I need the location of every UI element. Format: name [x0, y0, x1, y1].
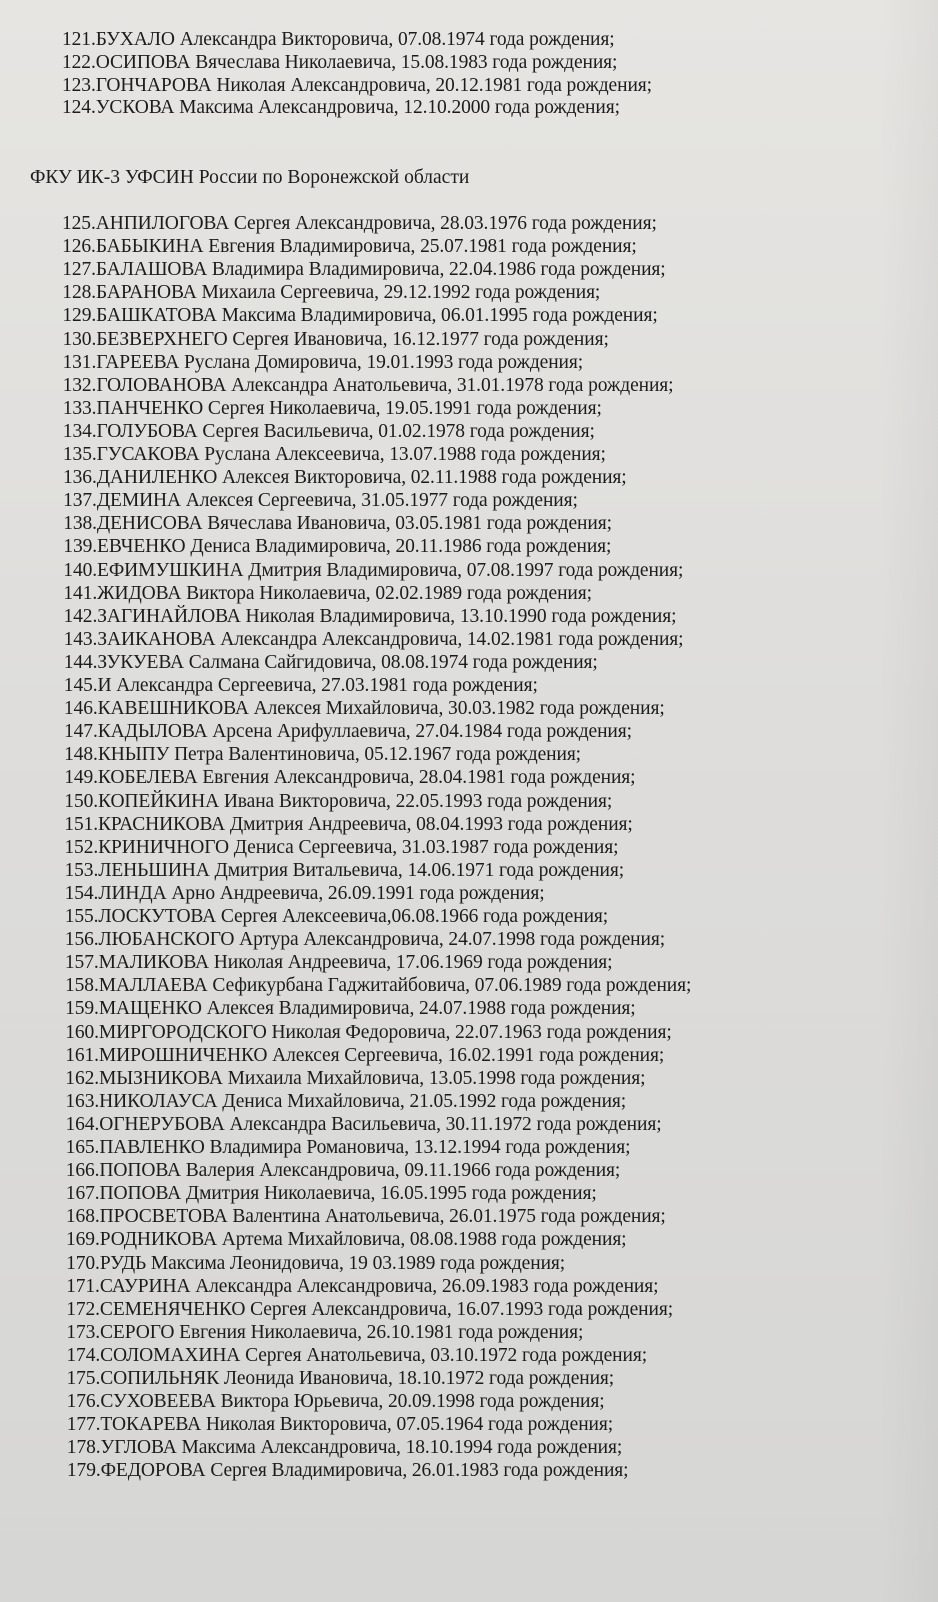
list-item: 137.ДЕМИНА Алексея Сергеевича, 31.05.1977 года рождения;: [63, 490, 578, 512]
list-item: 158.МАЛЛАЕВА Сефикурбана Гаджитайбовича, 07.06.1989 года рождения;: [65, 975, 692, 997]
list-item: 142.ЗАГИНАЙЛОВА Николая Владимировича, 13.10.1990 года рождения;: [63, 605, 677, 627]
list-item: 123.ГОНЧАРОВА Николая Александровича, 20.12.1981 года рождения;: [62, 74, 652, 96]
list-item: 178.УГЛОВА Максима Александровича, 18.10.1994 года рождения;: [66, 1437, 623, 1459]
section-heading: ФКУ ИК-3 УФСИН России по Воронежской области: [30, 167, 470, 188]
list-item: 136.ДАНИЛЕНКО Алексея Викторовича, 02.11.1988 года рождения;: [63, 467, 627, 489]
list-item: 134.ГОЛУБОВА Сергея Васильевича, 01.02.1978 года рождения;: [62, 420, 595, 442]
list-item: 135.ГУСАКОВА Руслана Алексеевича, 13.07.1988 года рождения;: [62, 444, 606, 465]
list-item: 125.АНПИЛОГОВА Сергея Александровича, 28.03.1976 года рождения;: [62, 213, 657, 234]
list-item: 163.НИКОЛАУСА Дениса Михайловича, 21.05.1992 года рождения;: [65, 1090, 627, 1112]
list-item: 167.ПОПОВА Дмитрия Николаевича, 16.05.1995 года рождения;: [65, 1183, 597, 1205]
list-item: 133.ПАНЧЕНКО Сергея Николаевича, 19.05.1991 года рождения;: [62, 397, 602, 419]
list-item: 170.РУДЬ Максима Леонидовича, 19 03.1989 года рождения;: [66, 1252, 566, 1274]
list-item: 164.ОГНЕРУБОВА Александра Васильевича, 30.11.1972 года рождения;: [65, 1113, 662, 1135]
list-item: 128.БАРАНОВА Михаила Сергеевича, 29.12.1992 года рождения;: [62, 282, 601, 304]
list-item: 172.СЕМЕНЯЧЕНКО Сергея Александровича, 16.07.1993 года рождения;: [66, 1298, 674, 1320]
list-item: 139.ЕВЧЕНКО Дениса Владимировича, 20.11.1986 года рождения;: [63, 536, 612, 558]
list-item: 161.МИРОШНИЧЕНКО Алексея Сергеевича, 16.02.1991 года рождения;: [65, 1044, 665, 1066]
list-item: 155.ЛОСКУТОВА Сергея Алексеевича,06.08.1966 года рождения;: [64, 906, 609, 927]
list-item: 149.КОБЕЛЕВА Евгения Александровича, 28.04.1981 года рождения;: [64, 767, 636, 789]
list-item: 140.ЕФИМУШКИНА Дмитрия Владимировича, 07.08.1997 года рождения;: [63, 559, 684, 581]
list-item: 160.МИРГОРОДСКОГО Николая Федоровича, 22.07.1963 года рождения;: [65, 1021, 672, 1043]
list-item: 179.ФЕДОРОВА Сергея Владимировича, 26.01.1983 года рождения;: [66, 1460, 629, 1482]
list-item: 127.БАЛАШОВА Владимира Владимировича, 22.04.1986 года рождения;: [62, 259, 666, 281]
list-item: 171.САУРИНА Александра Александровича, 26.09.1983 года рождения;: [66, 1275, 659, 1297]
list-item: 148.КНЫПУ Петра Валентиновича, 05.12.1967 года рождения;: [64, 744, 582, 766]
list-item: 126.БАБЫКИНА Евгения Владимировича, 25.07.1981 года рождения;: [62, 236, 637, 258]
list-item: 150.КОПЕЙКИНА Ивана Викторовича, 22.05.1993 года рождения;: [64, 790, 613, 812]
list-item: 138.ДЕНИСОВА Вячеслава Ивановича, 03.05.1981 года рождения;: [63, 513, 612, 535]
list-item: 175.СОПИЛЬНЯК Леонида Ивановича, 18.10.1972 года рождения;: [66, 1368, 615, 1389]
list-item: 141.ЖИДОВА Виктора Николаевича, 02.02.1989 года рождения;: [63, 582, 592, 604]
list-item: 130.БЕЗВЕРХНЕГО Сергея Ивановича, 16.12.1977 года рождения;: [62, 328, 609, 350]
list-item: 176.СУХОВЕЕВА Виктора Юрьевича, 20.09.1998 года рождения;: [66, 1391, 605, 1413]
list-item: 131.ГАРЕЕВА Руслана Домировича, 19.01.1993 года рождения;: [62, 351, 584, 373]
list-item: 152.КРИНИЧНОГО Дениса Сергеевича, 31.03.1987 года рождения;: [64, 836, 619, 858]
list-item: 145.И Александра Сергеевича, 27.03.1981 года рождения;: [63, 675, 538, 696]
list-item: 168.ПРОСВЕТОВА Валентина Анатольевича, 26.01.1975 года рождения;: [65, 1206, 666, 1228]
list-item: 132.ГОЛОВАНОВА Александра Анатольевича, 31.01.1978 года рождения;: [62, 374, 674, 396]
list-item: 121.БУХАЛО Александра Викторовича, 07.08.1974 года рождения;: [62, 29, 615, 50]
list-item: 177.ТОКАРЕВА Николая Викторовича, 07.05.1964 года рождения;: [66, 1414, 614, 1436]
list-item: 147.КАДЫЛОВА Арсена Арифуллаевича, 27.04.1984 года рождения;: [64, 721, 632, 743]
list-item: 173.СЕРОГО Евгения Николаевича, 26.10.1981 года рождения;: [66, 1321, 584, 1343]
list-item: 153.ЛЕНЬШИНА Дмитрия Витальевича, 14.06.1971 года рождения;: [64, 859, 625, 881]
list-item: 146.КАВЕШНИКОВА Алексея Михайловича, 30.03.1982 года рождения;: [63, 698, 665, 720]
list-item: 129.БАШКАТОВА Максима Владимировича, 06.01.1995 года рождения;: [62, 305, 658, 327]
list-item: 154.ЛИНДА Арно Андреевича, 26.09.1991 года рождения;: [64, 882, 545, 904]
list-item: 157.МАЛИКОВА Николая Андреевича, 17.06.1969 года рождения;: [64, 952, 613, 974]
list-item: 122.ОСИПОВА Вячеслава Николаевича, 15.08.1983 года рождения;: [62, 51, 618, 73]
list-item: 165.ПАВЛЕНКО Владимира Романовича, 13.12.1994 года рождения;: [65, 1137, 631, 1158]
list-item: 156.ЛЮБАНСКОГО Артура Александровича, 24.07.1998 года рождения;: [64, 929, 666, 951]
list-item: 124.УСКОВА Максима Александровича, 12.10.2000 года рождения;: [62, 97, 620, 119]
list-item: 159.МАЩЕНКО Алексея Владимировича, 24.07.1988 года рождения;: [65, 998, 636, 1020]
list-item: 162.МЫЗНИКОВА Михаила Михайловича, 13.05.1998 года рождения;: [65, 1067, 646, 1089]
list-item: 144.ЗУКУЕВА Салмана Сайгидовича, 08.08.1974 года рождения;: [63, 651, 598, 673]
list-item: 166.ПОПОВА Валерия Александровича, 09.11.1966 года рождения;: [65, 1160, 621, 1182]
list-item: 143.ЗАИКАНОВА Александра Александровича, 14.02.1981 года рождения;: [63, 628, 684, 650]
list-item: 151.КРАСНИКОВА Дмитрия Андреевича, 08.04.1993 года рождения;: [64, 813, 633, 835]
list-item: 169.РОДНИКОВА Артема Михайловича, 08.08.1988 года рождения;: [66, 1229, 627, 1251]
list-item: 174.СОЛОМАХИНА Сергея Анатольевича, 03.10.1972 года рождения;: [66, 1344, 648, 1366]
